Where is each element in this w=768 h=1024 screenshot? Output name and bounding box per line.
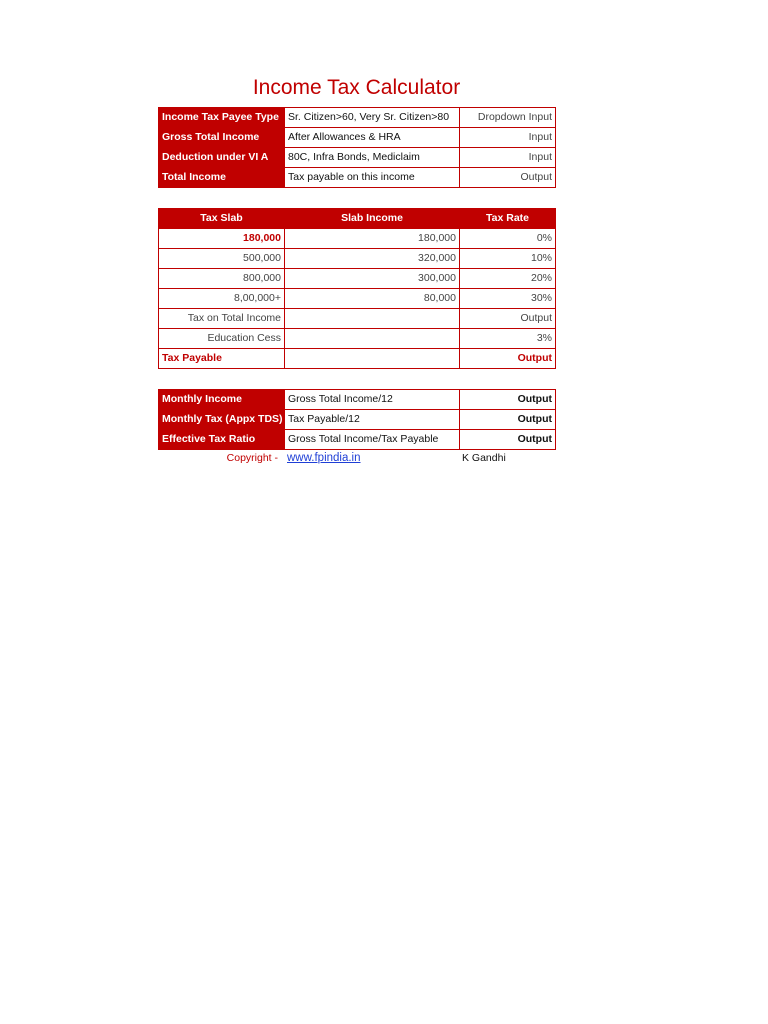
monthly-tax-description: Tax Payable/12 <box>285 410 460 430</box>
table-header-row <box>159 209 556 229</box>
slab-income-header: Slab Income <box>285 209 460 229</box>
slab-income-cell: 180,000 <box>285 229 460 249</box>
slab-cell[interactable]: 180,000 <box>159 229 285 249</box>
table-row <box>159 410 556 430</box>
table-row <box>159 269 556 289</box>
table-row <box>159 168 556 188</box>
total-income-output: Output <box>460 168 556 188</box>
deduction-input[interactable]: Input <box>460 148 556 168</box>
slab-income-cell: 300,000 <box>285 269 460 289</box>
total-income-description: Tax payable on this income <box>285 168 460 188</box>
footer <box>158 452 555 470</box>
table-row <box>159 390 556 410</box>
slab-cell: 500,000 <box>159 249 285 269</box>
table-row <box>159 128 556 148</box>
payee-type-dropdown[interactable]: Dropdown Input <box>460 108 556 128</box>
empty-cell <box>285 349 460 369</box>
tax-slab-table <box>158 208 556 369</box>
tax-rate-header: Tax Rate <box>460 209 556 229</box>
tax-rate-cell: 10% <box>460 249 556 269</box>
slab-income-cell: 320,000 <box>285 249 460 269</box>
copyright-text: Copyright - <box>226 452 278 464</box>
tax-rate-cell: 20% <box>460 269 556 289</box>
tax-on-total-label: Tax on Total Income <box>159 309 285 329</box>
tax-rate-cell: 0% <box>460 229 556 249</box>
table-row <box>159 289 556 309</box>
payee-type-description: Sr. Citizen>60, Very Sr. Citizen>80 <box>285 108 460 128</box>
education-cess-value: 3% <box>460 329 556 349</box>
gross-income-input[interactable]: Input <box>460 128 556 148</box>
deduction-description: 80C, Infra Bonds, Mediclaim <box>285 148 460 168</box>
effective-tax-ratio-description: Gross Total Income/Tax Payable <box>285 430 460 450</box>
empty-cell <box>285 329 460 349</box>
table-row <box>159 229 556 249</box>
table-row <box>159 430 556 450</box>
tax-slab-header: Tax Slab <box>159 209 285 229</box>
tax-rate-cell: 30% <box>460 289 556 309</box>
page-title: Income Tax Calculator <box>252 76 461 99</box>
author-name: K Gandhi <box>462 452 506 464</box>
table-row <box>159 329 556 349</box>
tax-payable-label: Tax Payable <box>159 349 285 369</box>
monthly-income-label: Monthly Income <box>159 390 285 410</box>
gross-income-description: After Allowances & HRA <box>285 128 460 148</box>
website-link[interactable]: www.fpindia.in <box>287 452 361 464</box>
tax-payable-output: Output <box>460 349 556 369</box>
tax-on-total-output: Output <box>460 309 556 329</box>
empty-cell <box>285 309 460 329</box>
slab-cell: 800,000 <box>159 269 285 289</box>
effective-tax-ratio-label: Effective Tax Ratio <box>159 430 285 450</box>
total-income-label: Total Income <box>159 168 285 188</box>
effective-tax-ratio-output: Output <box>460 430 556 450</box>
payee-type-label: Income Tax Payee Type <box>159 108 285 128</box>
slab-cell: 8,00,000+ <box>159 289 285 309</box>
table-row <box>159 349 556 369</box>
monthly-income-output: Output <box>460 390 556 410</box>
table-row <box>159 148 556 168</box>
education-cess-label: Education Cess <box>159 329 285 349</box>
gross-income-label: Gross Total Income <box>159 128 285 148</box>
monthly-income-description: Gross Total Income/12 <box>285 390 460 410</box>
monthly-tax-output: Output <box>460 410 556 430</box>
slab-income-cell: 80,000 <box>285 289 460 309</box>
inputs-table <box>158 107 556 188</box>
table-row <box>159 108 556 128</box>
monthly-tax-label: Monthly Tax (Appx TDS) <box>159 410 285 430</box>
table-row <box>159 249 556 269</box>
table-row <box>159 309 556 329</box>
monthly-table <box>158 389 556 450</box>
deduction-label: Deduction under VI A <box>159 148 285 168</box>
